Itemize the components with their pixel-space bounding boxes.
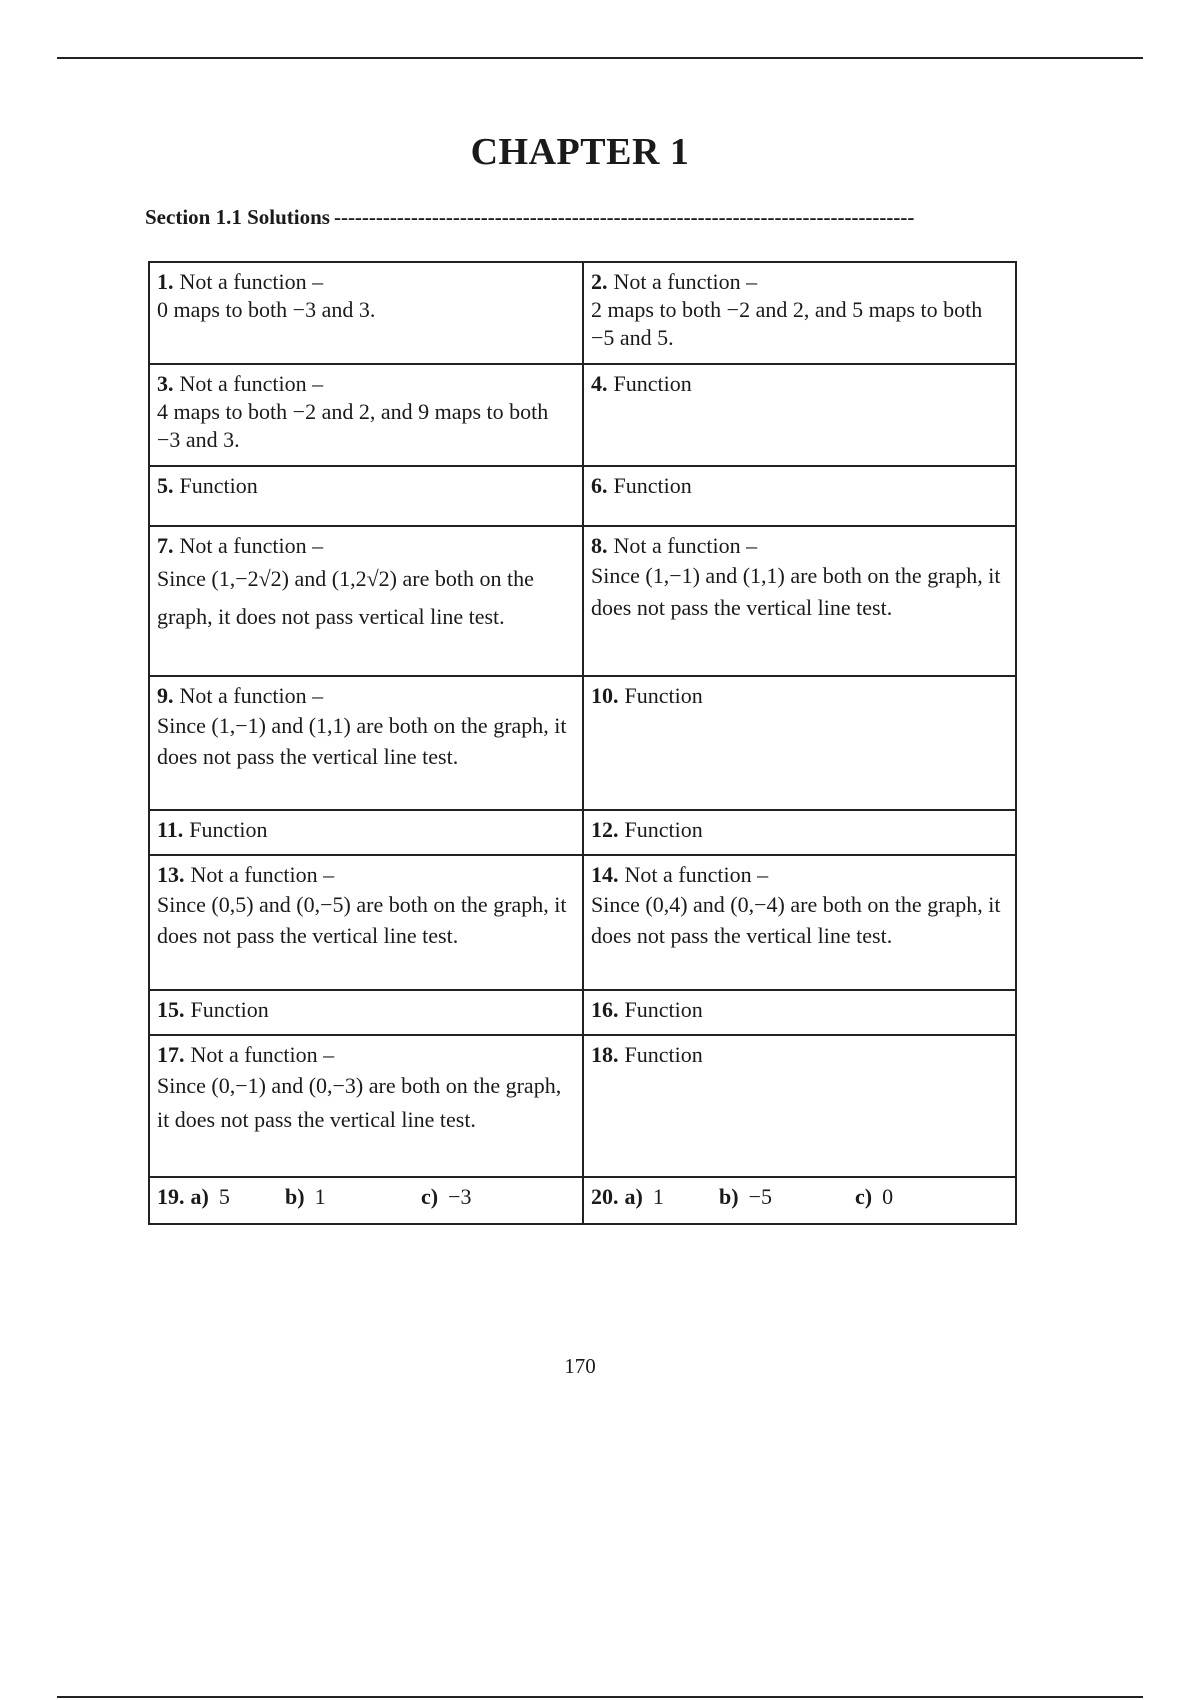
table-row xyxy=(149,466,1016,526)
solution-15: 15. Function xyxy=(149,990,583,1035)
chapter-title: CHAPTER 1 xyxy=(470,131,690,173)
table-row xyxy=(149,1035,1016,1177)
solution-10: 10. Function xyxy=(583,676,1016,810)
solutions-table xyxy=(148,261,1017,1225)
solution-4: 4. Function xyxy=(583,364,1016,466)
solution-13: 13. Not a function – Since (0,5) and (0,−5) are both on the graph, it does not pass the vertical line test. xyxy=(149,855,583,990)
solution-18: 18. Function xyxy=(583,1035,1016,1177)
bottom-rule xyxy=(57,1696,1143,1698)
solution-19: 19. a) 5 b) 1 c) −3 xyxy=(149,1177,583,1224)
section-title: Section 1.1 Solutions xyxy=(145,205,330,229)
solution-11: 11. Function xyxy=(149,810,583,855)
solution-1: 1. Not a function – 0 maps to both −3 and 3. xyxy=(149,262,583,364)
top-rule xyxy=(57,57,1143,59)
table-row xyxy=(149,1177,1016,1224)
table-row xyxy=(149,526,1016,676)
page-number: 170 xyxy=(564,1354,596,1378)
solution-20: 20. a) 1 b) −5 c) 0 xyxy=(583,1177,1016,1224)
solution-5: 5. Function xyxy=(149,466,583,526)
solution-17: 17. Not a function – Since (0,−1) and (0,−3) are both on the graph, it does not pass the vertical line test. xyxy=(149,1035,583,1177)
table-row xyxy=(149,364,1016,466)
solution-12: 12. Function xyxy=(583,810,1016,855)
solution-7: 7. Not a function – Since (1,−2√2) and (1,2√2) are both on the graph, it does not pass vertical line test. xyxy=(149,526,583,676)
solution-16: 16. Function xyxy=(583,990,1016,1035)
solution-14: 14. Not a function – Since (0,4) and (0,−4) are both on the graph, it does not pass the vertical line test. xyxy=(583,855,1016,990)
table-row xyxy=(149,990,1016,1035)
solution-6: 6. Function xyxy=(583,466,1016,526)
table-row xyxy=(149,855,1016,990)
solution-3: 3. Not a function – 4 maps to both −2 and 2, and 9 maps to both −3 and 3. xyxy=(149,364,583,466)
solution-2: 2. Not a function – 2 maps to both −2 and 2, and 5 maps to both −5 and 5. xyxy=(583,262,1016,364)
solution-9: 9. Not a function – Since (1,−1) and (1,1) are both on the graph, it does not pass the vertical line test. xyxy=(149,676,583,810)
table-row xyxy=(149,262,1016,364)
table-row xyxy=(149,810,1016,855)
solution-8: 8. Not a function – Since (1,−1) and (1,1) are both on the graph, it does not pass the vertical line test. xyxy=(583,526,1016,676)
table-row xyxy=(149,676,1016,810)
section-dashes: ----------------------------------------------------------------------------------- xyxy=(333,205,915,229)
section-heading xyxy=(145,203,1005,231)
